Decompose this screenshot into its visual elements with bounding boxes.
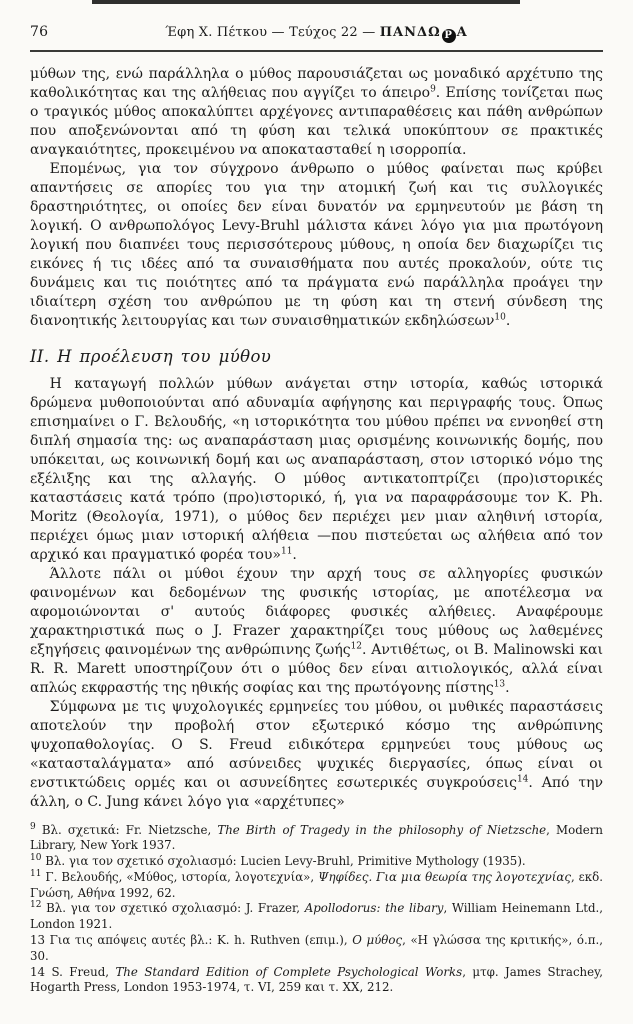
text-segment: , William Heinemann Ltd., London 1921. bbox=[30, 901, 603, 932]
footnote-ref: 14 bbox=[516, 773, 529, 784]
text-segment: Άλλοτε πάλι οι μύθοι έχουν την αρχή τους σε αλληγορίες φυσικών φαινομένων και δεδομένων της φυσικής ιστορίας, με αποτέλεσμα να αφομοιώνονται σ' αυτούς διάφορες φυσικές αλήθειες. Αναφέρουμε χαρακτηριστικά πως ο J. Frazer χαρακτηρίζει τους μύθους ως λαθεμένες εξηγήσεις φαινομένων της ανθρώπινης ζωής bbox=[30, 565, 603, 658]
text-segment: Βλ. σχετικά: Fr. Nietzsche, bbox=[35, 822, 218, 837]
footnote bbox=[30, 854, 603, 870]
footnote-ref: 9 bbox=[430, 83, 436, 94]
text-segment: Βλ. για τον σχετικό σχολιασμό: J. Frazer, bbox=[41, 901, 305, 916]
footnote-ref: 10 bbox=[494, 311, 506, 322]
footnote bbox=[30, 901, 603, 933]
text-segment: , Modern Library, New York 1937. bbox=[30, 822, 603, 853]
text-segment: Επομένως, για τον σύγχρονο άνθρωπο ο μύθος φαίνεται πως κρύβει απαντήσεις σε απορίες του για την ατομική ζωή και τις συλλογικές δραστηριότητες, οι οποίες δεν είναι δυνατόν να ερμηνευτούν με βάση τη λογική. Ο ανθρωπολόγος Levy-Bruhl μάλιστα κάνει λόγο για μια πρωτόγονη λογική που διαπνέει τους περισσότερους μύθους, η οποία δεν διαχωρίζει τις εικόνες ή τις ιδέες από τα συναισθήματα που αυτές προκαλούν, ούτε τις δυνάμεις και τις ποιότητες από τα πράγματα ενώ παράλληλα προάγει την ιδιαίτερη σχέση του ανθρώπου με τη φύση και τη στενή σύνδεση της διανοητικής λειτουργίας και των συναισθηματικών εκδηλώσεων bbox=[30, 160, 603, 329]
running-head bbox=[90, 25, 543, 43]
text-segment: . Αντιθέτως, οι B. Malinowski και R. R. Marett υποστηρίζουν ότι ο μύθος δεν είναι αιτιολογικός, αλλά είναι απλώς εκφραστής της ηθικής σοφίας και της πρωτόγονης πίστης bbox=[30, 641, 603, 696]
text-segment: Apollodorus: the libary bbox=[304, 901, 444, 916]
page-header bbox=[30, 24, 603, 43]
text-segment: . Επίσης τονίζεται πως ο τραγικός μύθος αποκαλύπτει αρχέγονες αντιπαραθέσεις και πάθη ανθρώπων που αποξενώνονται από τη φύση και τελικά υποκύπτουν σε πρακτικές αναγκαιότητες, προκειμένου να αποκατασταθεί η ισορροπία. bbox=[30, 84, 603, 158]
article-body bbox=[30, 65, 603, 812]
text-segment: Γ. Βελουδής, «Μύθος, ιστορία, λογοτεχνία», bbox=[41, 869, 319, 884]
footnote-ref: 13 bbox=[493, 678, 506, 689]
footnote-ref: 11 bbox=[30, 868, 42, 879]
text-segment: Βλ. για τον σχετικό σχολιασμό: Lucien Levy-Bruhl, Primitive Mythology (1935). bbox=[41, 854, 526, 869]
footnote-ref: 9 bbox=[30, 821, 36, 832]
text-segment: Ο μύθος bbox=[352, 933, 403, 948]
footnote bbox=[30, 933, 603, 965]
footnote-ref: 12 bbox=[350, 640, 363, 651]
running-head-text: Έφη Χ. Πέτκου — Τεύχος 22 — bbox=[165, 25, 380, 40]
text-segment: The Standard Edition of Complete Psychological Works bbox=[115, 964, 463, 979]
text-segment: , μτφ. James Strachey, Hogarth Press, London 1953-1974, τ. VI, 259 και τ. XX, 212. bbox=[30, 964, 603, 995]
footnote bbox=[30, 870, 603, 902]
text-segment: 14 S. Freud, bbox=[30, 964, 116, 979]
journal-logo bbox=[380, 25, 468, 40]
text-segment: . bbox=[505, 312, 511, 329]
text-segment: The Birth of Tragedy in the philosophy of Nietzsche bbox=[217, 822, 547, 837]
footnote-ref: 11 bbox=[280, 545, 293, 556]
paragraph bbox=[30, 565, 603, 698]
text-segment: μύθων της, ενώ παράλληλα ο μύθος παρουσιάζεται ως μοναδικό αρχέτυπο της καθολικότητας και της αλήθειας που αγγίζει το άπειρο bbox=[30, 65, 603, 101]
text-segment: , εκδ. Γνώση, Αθήνα 1992, 62. bbox=[30, 869, 604, 900]
text-segment: . Από την άλλη, ο C. Jung κάνει λόγο για «αρχέτυπες» bbox=[30, 774, 604, 810]
paragraph bbox=[30, 65, 603, 160]
footnote-ref: 12 bbox=[30, 900, 42, 911]
footnote bbox=[30, 965, 603, 997]
journal-logo-prefix: ΠΑΝΔΩ bbox=[379, 25, 441, 40]
text-segment: . bbox=[292, 546, 297, 563]
footnote bbox=[30, 823, 603, 855]
text-segment: Σύμφωνα με τις ψυχολογικές ερμηνείες του μύθου, οι μυθικές παραστάσεις αποτελούν την προβολή στον εξωτερικό κόσμο της ανθρώπινης ψυχοπαθολογίας. Ο S. Freud ειδικότερα ερμηνεύει τους μύθους ως «κατασταλάγματα» από ασύνειδες ψυχικές διεργασίες, όπως είναι οι ενστικτώδεις ορμές και οι ασυνείδητες εσωτερικές συγκρούσεις bbox=[30, 698, 603, 791]
journal-logo-suffix: Α bbox=[456, 25, 468, 40]
text-segment: Η καταγωγή πολλών μύθων ανάγεται στην ιστορία, καθώς ιστορικά δρώμενα μυθοποιούνται από αδυναμία αφήγησης και περιγραφής τους. Όπως επισημαίνει ο Γ. Βελουδής, «η ιστορικότητα του μύθου πρέπει να εννοηθεί στη διπλή σημασία της: ως αναπαράσταση μιας ορισμένης κοινωνικής δομής, που υπόκειται, ως κοινωνική δομή και ως αναπαράσταση, στον ιστορικό νόμο της εξέλιξης και της αλλαγής. Ο μύθος αντικατοπτρίζει (προ)ιστορικές καταστάσεις κατά τρόπο (προ)ιστορικό, ή, για να παραφράσουμε τον K. Ph. Moritz (Θεολογία, 1971), ο μύθος δεν περιέχει μεν μιαν αληθινή ιστορία, περιέχει όμως μιαν ιστορική αλήθεια —που πιστεύεται ως αλήθεια από τον αρχικό και πραγματικό φορέα του» bbox=[30, 375, 603, 563]
scan-artifact-top bbox=[92, 0, 520, 4]
footnote-ref: 10 bbox=[30, 853, 42, 864]
header-rule bbox=[30, 50, 603, 52]
page-number: 76 bbox=[30, 24, 49, 40]
footnotes bbox=[30, 823, 603, 997]
section-heading: ΙΙ. Η προέλευση του μύθου bbox=[30, 346, 272, 366]
journal-logo-circled-letter: Ρ bbox=[444, 30, 453, 41]
paragraph bbox=[30, 160, 603, 331]
paragraph bbox=[30, 375, 603, 565]
text-segment: 13 Για τις απόψεις αυτές βλ.: K. h. Ruthven (επιμ.), bbox=[30, 933, 353, 948]
text-segment: Ψηφίδες. Για μια θεωρία της λογοτεχνίας bbox=[318, 869, 571, 884]
paragraph bbox=[30, 698, 603, 812]
journal-logo-circle-icon bbox=[442, 29, 456, 43]
text-segment: , «Η γλώσσα της κριτικής», ό.π., 30. bbox=[30, 933, 603, 963]
text-segment: . bbox=[505, 679, 510, 696]
